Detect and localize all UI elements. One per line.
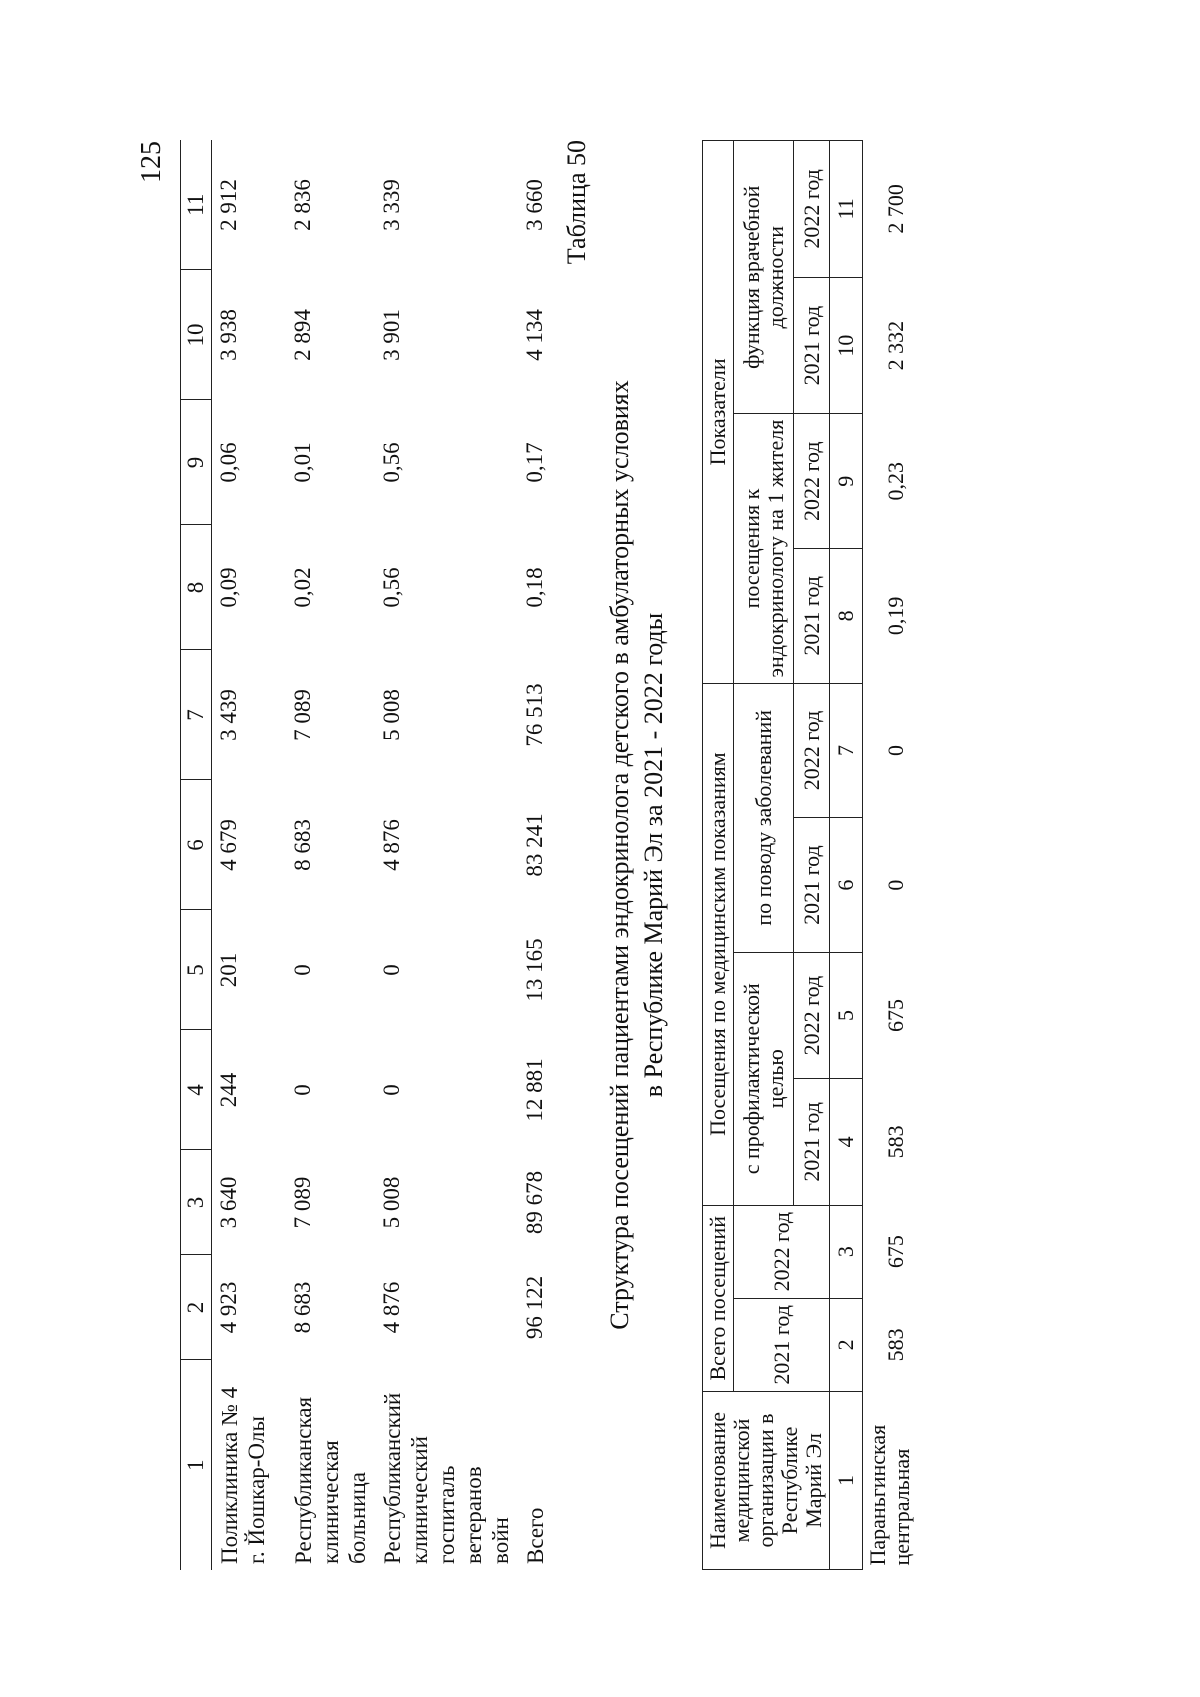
col-number: 3 xyxy=(830,1205,863,1298)
col-number: 6 xyxy=(830,818,863,953)
table-cell: 0 xyxy=(290,964,315,976)
table-cell: 201 xyxy=(216,952,241,988)
table-cell: 7 089 xyxy=(290,689,315,741)
table-cell: 5 008 xyxy=(379,1176,404,1229)
table-cell: 0,18 xyxy=(522,567,547,608)
table-cell: 8 683 xyxy=(290,819,315,871)
table-cell: 4 876 xyxy=(379,819,404,871)
org-name-line: Республиканский xyxy=(380,1392,405,1564)
table-cell: 3 901 xyxy=(379,309,404,361)
table-continuation xyxy=(180,140,592,1570)
col-number: 7 xyxy=(181,650,212,780)
table-row xyxy=(863,141,930,1570)
table-cell: 4 134 xyxy=(522,309,547,361)
col-number: 1 xyxy=(181,1360,212,1570)
table-cell: 12 881 xyxy=(522,1058,547,1122)
table-cell: 0,19 xyxy=(883,596,908,636)
header-year: 2021 год xyxy=(794,1079,830,1205)
table-cell: 583 xyxy=(883,1328,908,1362)
table-cell: 4 679 xyxy=(216,819,241,871)
col-number: 4 xyxy=(181,1030,212,1150)
table-cell: 2 912 xyxy=(216,179,241,231)
header-prophylactic: с профилактической целью xyxy=(734,952,794,1205)
table-row xyxy=(375,140,518,1570)
table-cell: 0,17 xyxy=(522,442,547,483)
table-cell: 0,23 xyxy=(883,462,908,501)
col-number: 11 xyxy=(830,141,863,278)
table-cell: 76 513 xyxy=(522,683,547,747)
table-cell: 675 xyxy=(883,1235,908,1269)
table-cell: 2 700 xyxy=(883,184,908,234)
column-number-row xyxy=(830,141,863,1570)
table-title xyxy=(603,140,671,1570)
org-name-cell xyxy=(863,1391,930,1569)
table-cell: 4 876 xyxy=(379,1281,404,1334)
table-cell: 0 xyxy=(379,1084,404,1096)
table-cell: 5 008 xyxy=(379,689,404,741)
header-row xyxy=(734,141,794,1570)
org-name-line: Республиканская xyxy=(291,1396,316,1564)
org-name-cell xyxy=(286,1360,375,1570)
header-year: 2022 год xyxy=(734,1205,830,1298)
page-number: 125 xyxy=(136,141,167,183)
col-number: 7 xyxy=(830,683,863,818)
col-number: 8 xyxy=(181,525,212,650)
header-year: 2021 год xyxy=(794,818,830,953)
rotated-page-content xyxy=(180,120,1060,1570)
col-number: 5 xyxy=(181,910,212,1030)
table-cell: 96 122 xyxy=(522,1275,547,1340)
col-number: 2 xyxy=(181,1255,212,1360)
header-disease: по поводу заболеваний xyxy=(734,683,794,952)
col-number: 3 xyxy=(181,1150,212,1255)
table-cell: 3 339 xyxy=(379,179,404,231)
org-name-line: Параньгинская xyxy=(865,1424,890,1566)
table-cell: 3 439 xyxy=(216,689,241,741)
header-year: 2022 год xyxy=(794,683,830,818)
table-cell: 0,01 xyxy=(290,442,315,483)
table-cell: 0,09 xyxy=(216,567,241,608)
org-name-line: центральная xyxy=(889,1448,914,1566)
table-cell: 0,56 xyxy=(379,442,404,483)
col-number: 11 xyxy=(181,140,212,270)
header-function: функция врачебной должности xyxy=(734,141,794,414)
table-cell: 89 678 xyxy=(522,1170,547,1235)
table-cell: 4 923 xyxy=(216,1281,241,1334)
table-cell: 2 836 xyxy=(290,179,315,231)
header-year: 2021 год xyxy=(794,549,830,684)
col-number: 5 xyxy=(830,952,863,1078)
org-name-line: войн xyxy=(488,1517,513,1564)
header-total: Всего посещений xyxy=(703,1205,734,1391)
table-cell: 83 241 xyxy=(522,813,547,877)
table-cell: 0,02 xyxy=(290,567,315,608)
table-cell: 583 xyxy=(883,1125,908,1159)
org-name-line: госпиталь ветеранов xyxy=(434,1465,486,1564)
col-number: 10 xyxy=(181,270,212,400)
table-cell: 0 xyxy=(379,964,404,976)
table-row xyxy=(286,140,375,1570)
org-name-cell xyxy=(375,1360,518,1570)
table-cell: 0 xyxy=(883,744,908,756)
table-cell: 7 089 xyxy=(290,1176,315,1229)
table-50 xyxy=(702,140,929,1570)
table-cell: 13 165 xyxy=(522,938,547,1002)
table-cell: 244 xyxy=(216,1072,241,1108)
col-number: 8 xyxy=(830,549,863,684)
table-cell: 2 332 xyxy=(883,320,908,371)
col-number: 6 xyxy=(181,780,212,910)
table-row xyxy=(212,140,287,1570)
org-name-cell xyxy=(212,1360,287,1570)
header-year: 2021 год xyxy=(734,1298,830,1391)
table-cell: 3 938 xyxy=(216,309,241,361)
table-cell: 0,56 xyxy=(379,567,404,608)
column-number-row xyxy=(181,140,212,1570)
col-number: 4 xyxy=(830,1079,863,1205)
org-name-line: клиническая больница xyxy=(318,1440,370,1564)
header-row xyxy=(703,141,734,1570)
table-cell: 0,06 xyxy=(216,442,241,483)
header-indicators: Показатели xyxy=(703,141,734,684)
table-cell: 2 894 xyxy=(290,309,315,361)
col-number: 9 xyxy=(830,414,863,549)
table-caption: Таблица 50 xyxy=(562,140,591,265)
col-number: 10 xyxy=(830,277,863,414)
header-medical: Посещения по медицинским показаниям xyxy=(703,683,734,1205)
table-cell: 0 xyxy=(290,1084,315,1096)
org-name-line: клинический xyxy=(407,1436,432,1564)
table-cell: 8 683 xyxy=(290,1281,315,1334)
org-name-line: Поликлиника № 4 xyxy=(217,1386,242,1564)
header-year: 2022 год xyxy=(794,952,830,1078)
table-title-line: в Республике Марий Эл за 2021 - 2022 годы xyxy=(639,612,668,1098)
org-name-line: Всего xyxy=(523,1507,548,1564)
table-cell: 675 xyxy=(883,999,908,1033)
col-number: 9 xyxy=(181,400,212,525)
header-year: 2022 год xyxy=(794,414,830,549)
header-per-resident: посещения к эндокринологу на 1 жителя xyxy=(734,414,794,683)
header-year: 2022 год xyxy=(794,141,830,278)
header-org: Наименование медицинской организации в Республике Марий Эл xyxy=(703,1391,830,1569)
col-number: 2 xyxy=(830,1298,863,1391)
org-name-line: г. Йошкар-Олы xyxy=(244,1416,269,1564)
table-cell: 0 xyxy=(883,879,908,891)
table-cell: 3 640 xyxy=(216,1176,241,1229)
header-year: 2021 год xyxy=(794,277,830,414)
table-cell: 3 660 xyxy=(522,179,547,231)
col-number: 1 xyxy=(830,1391,863,1569)
table-title-line: Структура посещений пациентами эндокринолога детского в амбулаторных условиях xyxy=(605,380,634,1330)
